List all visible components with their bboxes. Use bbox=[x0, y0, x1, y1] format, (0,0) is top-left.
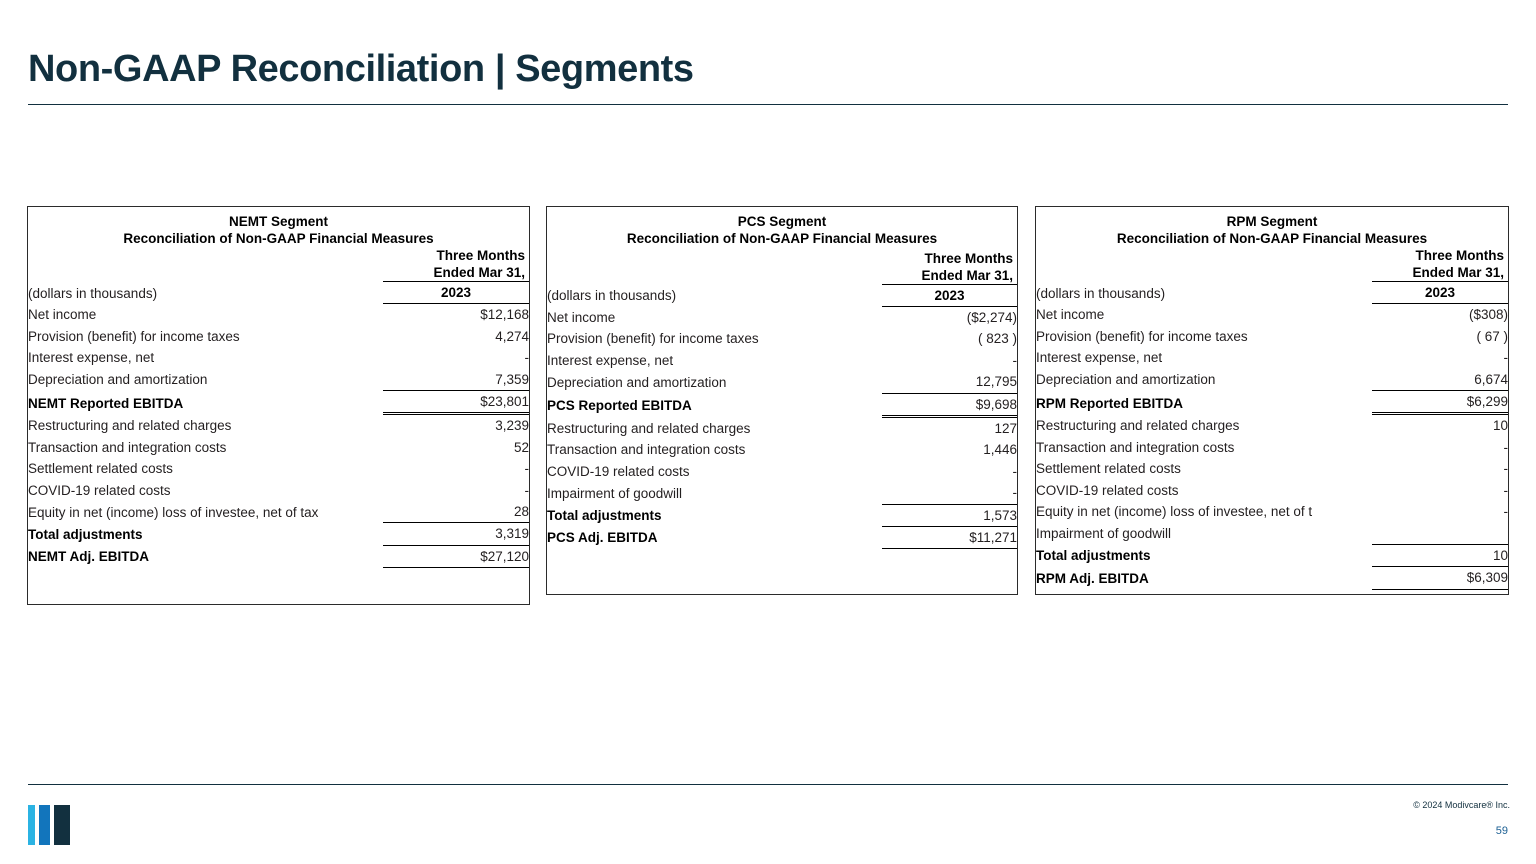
row-value: - bbox=[524, 482, 529, 498]
row-label: PCS Reported EBITDA bbox=[547, 398, 692, 414]
segment-subtitle-nemt: Reconciliation of Non-GAAP Financial Measures bbox=[123, 231, 434, 246]
row-value bbox=[1372, 522, 1508, 544]
segment-card-pcs bbox=[546, 206, 1018, 595]
row-value: - bbox=[1503, 504, 1508, 520]
row-value: - bbox=[524, 461, 529, 477]
footer-divider bbox=[28, 784, 1508, 785]
row-value: ( 823 ) bbox=[977, 331, 1017, 347]
units-label-nemt: (dollars in thousands) bbox=[28, 285, 158, 301]
period-line-1: Three Months bbox=[1415, 248, 1504, 263]
row-label: Net income bbox=[28, 307, 97, 323]
segment-name-rpm: RPM Segment bbox=[1226, 214, 1318, 229]
row-label: Depreciation and amortization bbox=[1036, 372, 1216, 388]
row-value: 3,319 bbox=[383, 523, 529, 545]
row-value: $6,299 bbox=[1372, 391, 1508, 414]
units-row bbox=[1036, 282, 1508, 304]
table-row bbox=[1036, 347, 1508, 368]
row-value: ($308) bbox=[1468, 307, 1508, 323]
period-header-row bbox=[28, 247, 529, 282]
row-label: Transaction and integration costs bbox=[28, 439, 227, 455]
table-row-grandtotal bbox=[1036, 567, 1508, 589]
row-label: RPM Adj. EBITDA bbox=[1036, 570, 1149, 586]
page-title: Non-GAAP Reconciliation | Segments bbox=[28, 48, 694, 90]
financial-table-pcs bbox=[547, 247, 1017, 549]
table-row bbox=[28, 437, 529, 458]
table-row bbox=[1036, 501, 1508, 522]
table-row bbox=[28, 304, 529, 326]
row-label: Restructuring and related charges bbox=[547, 420, 751, 436]
financial-table-rpm bbox=[1036, 247, 1508, 590]
row-label: Restructuring and related charges bbox=[1036, 418, 1240, 434]
row-label: Total adjustments bbox=[1036, 548, 1151, 564]
row-value: - bbox=[1503, 461, 1508, 477]
row-label: Provision (benefit) for income taxes bbox=[28, 328, 240, 344]
period-line-1: Three Months bbox=[436, 248, 525, 263]
table-row bbox=[547, 306, 1017, 328]
table-row bbox=[547, 350, 1017, 371]
row-value: ($2,274) bbox=[966, 309, 1017, 325]
table-row bbox=[28, 326, 529, 347]
row-value: ( 67 ) bbox=[1476, 328, 1508, 344]
card-header-pcs bbox=[547, 207, 1017, 247]
row-label: NEMT Adj. EBITDA bbox=[28, 549, 149, 565]
period-header-rpm bbox=[1372, 247, 1508, 282]
row-value: 127 bbox=[994, 420, 1017, 436]
row-label: Interest expense, net bbox=[28, 350, 155, 366]
segment-name-nemt: NEMT Segment bbox=[228, 214, 328, 229]
units-row bbox=[28, 282, 529, 304]
period-line-2: Ended Mar 31, bbox=[1412, 265, 1504, 280]
row-label: PCS Adj. EBITDA bbox=[547, 530, 658, 546]
row-label: Equity in net (income) loss of investee, net of t bbox=[1036, 504, 1313, 520]
row-label: Depreciation and amortization bbox=[28, 372, 208, 388]
row-label: COVID-19 related costs bbox=[28, 482, 171, 498]
row-label: Settlement related costs bbox=[28, 461, 173, 477]
table-row-subtotal bbox=[1036, 391, 1508, 414]
row-label: Equity in net (income) loss of investee, net of tax bbox=[28, 504, 319, 520]
card-header-nemt bbox=[28, 207, 529, 247]
table-row bbox=[1036, 414, 1508, 437]
row-value: 1,446 bbox=[983, 442, 1017, 458]
table-row bbox=[1036, 304, 1508, 326]
row-value: $27,120 bbox=[383, 545, 529, 567]
table-row-total bbox=[28, 523, 529, 545]
units-row bbox=[547, 284, 1017, 306]
row-label: Net income bbox=[1036, 307, 1105, 323]
copyright-text: © 2024 Modivcare® Inc. bbox=[1413, 800, 1510, 810]
modivcare-logo-icon bbox=[28, 805, 76, 847]
row-value: $6,309 bbox=[1372, 567, 1508, 589]
table-row-total bbox=[1036, 544, 1508, 566]
table-row-total bbox=[547, 504, 1017, 526]
row-value: 3,239 bbox=[495, 418, 529, 434]
table-row bbox=[28, 414, 529, 437]
period-line-1: Three Months bbox=[924, 250, 1013, 266]
period-line-2: Ended Mar 31, bbox=[921, 267, 1013, 283]
row-value: 10 bbox=[1492, 418, 1508, 434]
row-value: 4,274 bbox=[495, 328, 529, 344]
financial-table-nemt bbox=[28, 247, 529, 568]
page-number: 59 bbox=[1495, 825, 1508, 837]
row-label: COVID-19 related costs bbox=[547, 463, 690, 479]
row-value: - bbox=[882, 482, 1017, 504]
table-row bbox=[547, 482, 1017, 504]
period-header-pcs bbox=[882, 247, 1017, 284]
table-row bbox=[1036, 522, 1508, 544]
table-row-grandtotal bbox=[547, 526, 1017, 548]
row-value: $11,271 bbox=[882, 526, 1017, 548]
table-row bbox=[547, 328, 1017, 349]
row-value: 52 bbox=[513, 439, 529, 455]
row-value: 7,359 bbox=[383, 369, 529, 391]
table-row bbox=[28, 480, 529, 501]
row-value: - bbox=[1503, 350, 1508, 366]
row-label: Transaction and integration costs bbox=[1036, 439, 1235, 455]
row-label: Restructuring and related charges bbox=[28, 418, 232, 434]
row-value: $23,801 bbox=[383, 391, 529, 414]
row-label: Total adjustments bbox=[28, 526, 143, 542]
logo-bar-dark bbox=[54, 805, 70, 845]
row-label: NEMT Reported EBITDA bbox=[28, 395, 184, 411]
period-header-row bbox=[1036, 247, 1508, 282]
segment-subtitle-rpm: Reconciliation of Non-GAAP Financial Measures bbox=[1116, 231, 1428, 246]
period-header-nemt bbox=[383, 247, 529, 282]
row-value: - bbox=[1503, 482, 1508, 498]
period-year-rpm: 2023 bbox=[1372, 282, 1508, 304]
row-label: Total adjustments bbox=[547, 508, 662, 524]
period-header-row bbox=[547, 247, 1017, 284]
table-row-subtotal bbox=[547, 393, 1017, 416]
table-row bbox=[1036, 480, 1508, 501]
table-row bbox=[547, 371, 1017, 393]
row-value: 6,674 bbox=[1372, 369, 1508, 391]
row-value: 10 bbox=[1372, 544, 1508, 566]
table-row-grandtotal bbox=[28, 545, 529, 567]
row-label: Provision (benefit) for income taxes bbox=[547, 331, 759, 347]
table-row-subtotal bbox=[28, 391, 529, 414]
row-label: Depreciation and amortization bbox=[547, 374, 727, 390]
table-row bbox=[1036, 437, 1508, 458]
card-header-rpm bbox=[1036, 207, 1508, 247]
table-row bbox=[28, 458, 529, 479]
table-row bbox=[1036, 326, 1508, 347]
row-label: Interest expense, net bbox=[1036, 350, 1163, 366]
logo-bar-light bbox=[28, 805, 35, 845]
units-label-rpm: (dollars in thousands) bbox=[1036, 285, 1166, 301]
row-value: - bbox=[524, 350, 529, 366]
row-value: 12,795 bbox=[882, 371, 1017, 393]
period-year-nemt: 2023 bbox=[383, 282, 529, 304]
title-divider bbox=[28, 104, 1508, 105]
row-label: Net income bbox=[547, 309, 616, 325]
row-label: Settlement related costs bbox=[1036, 461, 1181, 477]
row-value: - bbox=[1503, 439, 1508, 455]
row-value: $9,698 bbox=[882, 393, 1017, 416]
segment-tables-container bbox=[0, 206, 1536, 616]
segment-name-pcs: PCS Segment bbox=[737, 214, 827, 229]
period-line-2: Ended Mar 31, bbox=[433, 265, 525, 280]
units-label-pcs: (dollars in thousands) bbox=[547, 288, 677, 303]
segment-card-rpm bbox=[1035, 206, 1509, 595]
logo-bar-medium bbox=[39, 805, 50, 845]
row-label: RPM Reported EBITDA bbox=[1036, 395, 1184, 411]
table-row bbox=[547, 439, 1017, 460]
table-row bbox=[28, 369, 529, 391]
row-label: Impairment of goodwill bbox=[547, 485, 683, 501]
table-row bbox=[28, 501, 529, 523]
table-row bbox=[547, 416, 1017, 439]
table-row bbox=[547, 461, 1017, 482]
row-label: Transaction and integration costs bbox=[547, 442, 746, 458]
table-row bbox=[1036, 458, 1508, 479]
segment-subtitle-pcs: Reconciliation of Non-GAAP Financial Measures bbox=[626, 231, 938, 246]
row-value: 1,573 bbox=[882, 504, 1017, 526]
row-value: 28 bbox=[383, 501, 529, 523]
segment-card-nemt bbox=[27, 206, 530, 605]
period-year-pcs: 2023 bbox=[882, 284, 1017, 306]
row-value: - bbox=[1012, 463, 1017, 479]
row-label: Provision (benefit) for income taxes bbox=[1036, 328, 1248, 344]
row-label: Impairment of goodwill bbox=[1036, 525, 1172, 541]
row-value: $12,168 bbox=[480, 307, 529, 323]
row-label: COVID-19 related costs bbox=[1036, 482, 1179, 498]
table-row bbox=[28, 347, 529, 368]
table-row bbox=[1036, 369, 1508, 391]
row-value: - bbox=[1012, 352, 1017, 368]
row-label: Interest expense, net bbox=[547, 352, 674, 368]
